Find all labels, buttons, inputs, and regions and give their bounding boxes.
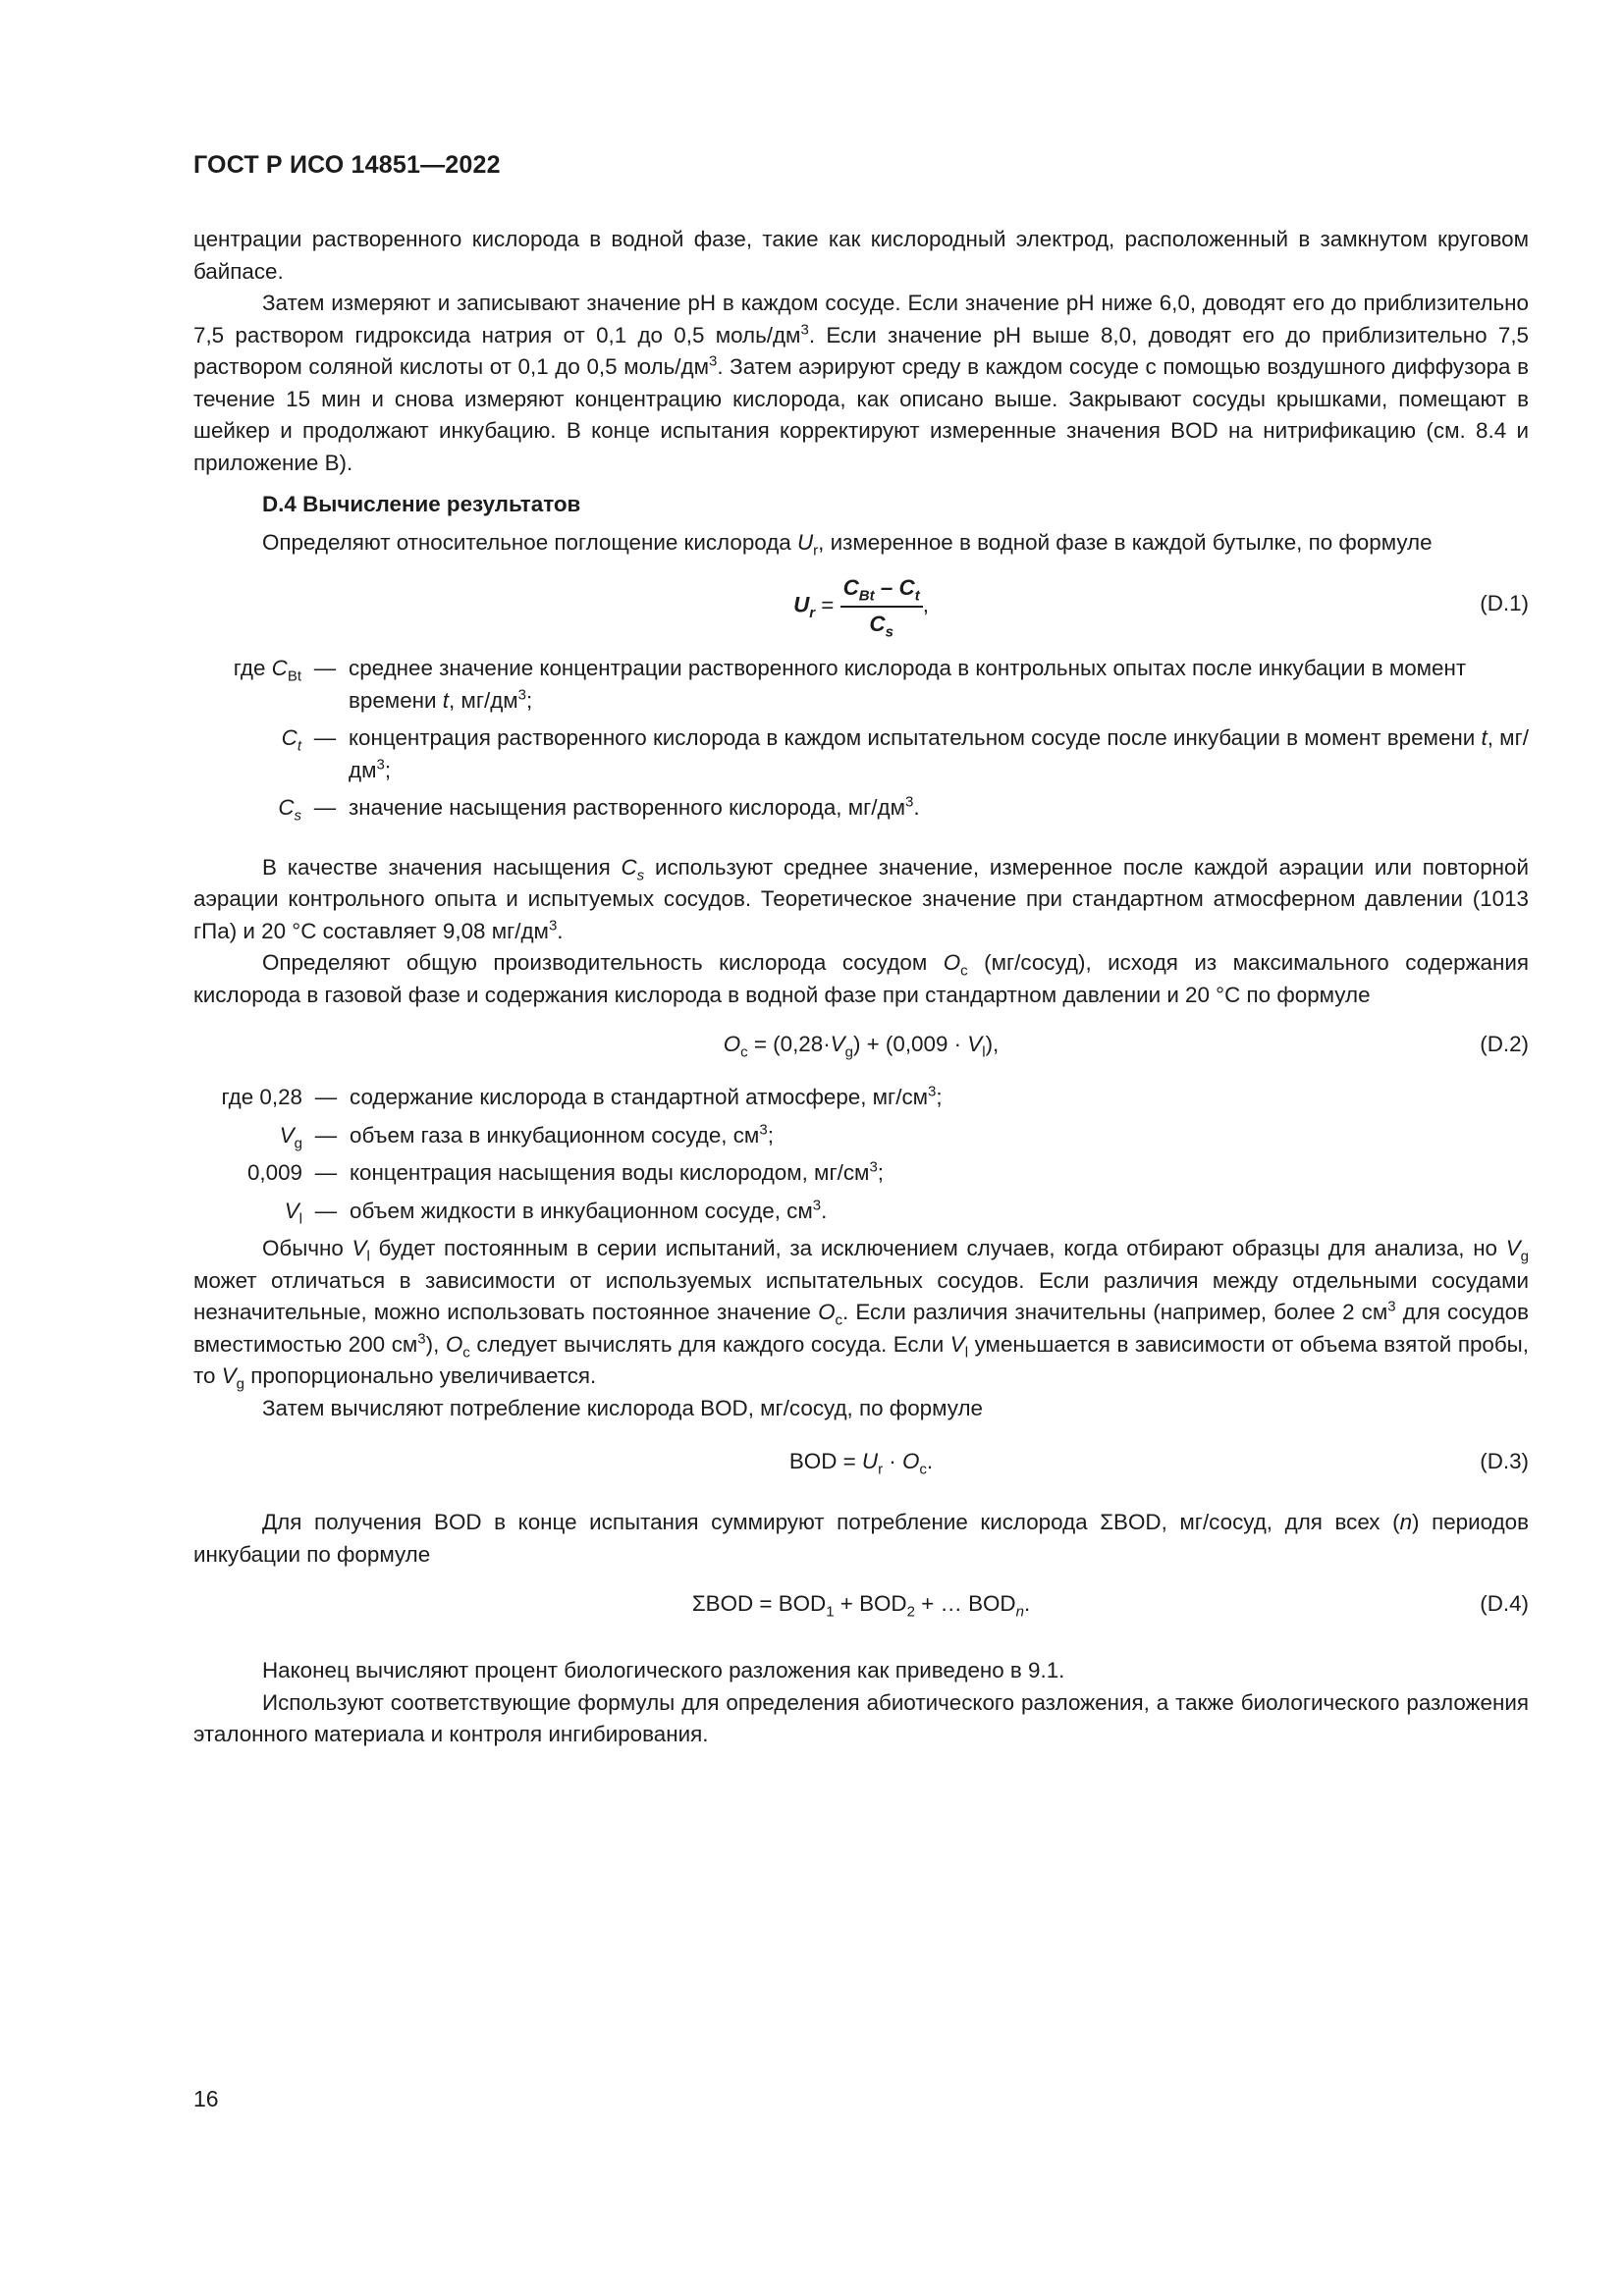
document-header: ГОСТ Р ИСО 14851—2022 xyxy=(193,151,501,179)
definitions-d2 xyxy=(193,1082,1529,1227)
paragraph-10: Используют соответствующие формулы для определения абиотического разложения, а также биологического разложения эталонного материала и контроля ингибирования. xyxy=(193,1689,1529,1746)
paragraph-4: В качестве значения насыщения $C_s$ используют среднее значение, измеренное после каждой аэрации или повторной аэрации контрольного опыта и испытуемых сосудов. Теоретическое значение при стандартном атмосферном давлении (1013 гПа) и 20 °С составляет 9,08 $мг/дм^3$. xyxy=(193,854,1529,943)
section-title: D.4 Вычисление результатов xyxy=(262,492,581,516)
paragraph-2: Затем измеряют и записывают значение pH в каждом сосуде. Если значение pH ниже 6,0, доводят его до приблизительно 7,5 раствором гидроксида натрия от 0,1 до 0,5 моль/$дм^3$. Если значение pH выше 8,0, доводят его до приблизительно 7,5 раствором соляной кислоты от 0,1 до 0,5 моль/$дм^3$. Затем аэрируют среду в каждом сосуде с помощью воздушного диффузора в течение 15 мин и снова измеряют концентрацию кислорода, как описано выше. Закрывают сосуды крышками, помещают в шейкер и продолжают инкубацию. В конце испытания корректируют измеренные значения BOD на нитрификацию (см. 8.4 и приложение В). xyxy=(193,291,1530,475)
formula-d4-number: (D.4) xyxy=(1480,1591,1529,1616)
formula-d2-expression: $O_c = (0,28\cdot V_g) + (0,009 \cdot V_l)$, xyxy=(723,1032,1000,1061)
formula-d3 xyxy=(193,1424,1529,1493)
definition-028: где 0,28 — содержание кислорода в стандартной атмосфере, $мг/см^3$; xyxy=(221,1083,943,1109)
definitions-d1 xyxy=(193,653,1529,825)
definition-ct: $C_t$ — концентрация растворенного кислорода в каждом испытательном сосуде после инкубации в момент времени t, $мг/дм^3$; xyxy=(281,725,1529,782)
definition-cs: $C_s$ — значение насыщения растворенного кислорода, $мг/дм^3$. xyxy=(278,793,920,825)
paragraph-9: Наконец вычисляют процент биологического разложения как приведено в 9.1. xyxy=(262,1658,1065,1682)
formula-d4 xyxy=(193,1571,1529,1641)
body-text xyxy=(193,224,1529,1751)
formula-d2-number: (D.2) xyxy=(1480,1032,1529,1056)
formula-d1-expression: $U_r$ = $\frac{C_{Bt} - C_t}{C_s}$ , xyxy=(193,572,1529,640)
formula-d2 xyxy=(193,1011,1529,1074)
paragraph-7: Затем вычисляют потребление кислорода BOD, мг/сосуд, по формуле xyxy=(262,1395,983,1420)
formula-d3-expression: BOD = $U_r \cdot O_c$. xyxy=(788,1449,934,1478)
paragraph-1: центрации растворенного кислорода в водной фазе, такие как кислородный электрод, расположенный в замкнутом круговом байпасе. xyxy=(193,227,1529,284)
paragraph-8: Для получения BOD в конце испытания суммируют потребление кислорода ΣBOD, мг/сосуд, для всех (n) периодов инкубации по формуле xyxy=(193,1510,1529,1567)
formula-d4-expression: $\Sigma BOD = BOD_1 + BOD_2$ + … $BOD_n$. xyxy=(691,1591,1031,1621)
paragraph-3: Определяют относительное поглощение кислорода $U_r$, измеренное в водной фазе в каждой бутылке, по формуле xyxy=(262,529,1433,559)
definition-vl: $V_l$ — объем жидкости в инкубационном сосуде, $см^3$. xyxy=(284,1197,828,1227)
formula-d3-number: (D.3) xyxy=(1480,1449,1529,1473)
formula-d1-number: (D.1) xyxy=(1480,591,1529,615)
formula-d1 xyxy=(193,559,1529,649)
formula-d1-fraction: $\frac{C_{Bt} - C_t}{C_s}$ xyxy=(840,572,923,640)
paragraph-6: Обычно $V_l$ будет постоянным в серии испытаний, за исключением случаев, когда отбирают образцы для анализа, но $V_g$ может отличаться в зависимости от используемых испытательных сосудов. Если различия между отдельными сосудами незначительные, можно использовать постоянное значение $O_c$. Если различия значительны (например, более 2 $см^3$ для сосудов вместимостью 200 $см^3$), $O_c$ следует вычислять для каждого сосуда. Если $V_l$ уменьшается в зависимости от объема взятой пробы, то $V_g$ пропорционально увеличивается. xyxy=(193,1236,1529,1393)
paragraph-5: Определяют общую производительность кислорода сосудом $O_c$ (мг/сосуд), исходя из максимального содержания кислорода в газовой фазе и содержания кислорода в водной фазе при стандартном давлении и 20 °С по формуле xyxy=(193,950,1530,1007)
page-number: 16 xyxy=(193,2086,219,2111)
definition-vg: $V_g$ — объем газа в инкубационном сосуде, $см^3$; xyxy=(279,1121,774,1151)
definition-cbt: где $C_{Bt}$ — среднее значение концентрации растворенного кислорода в контрольных опытах после инкубации в момент времени t, $мг/дм^3$; xyxy=(233,656,1467,713)
definition-0009: 0,009 — концентрация насыщения воды кислородом, $мг/см^3$; xyxy=(246,1158,885,1185)
